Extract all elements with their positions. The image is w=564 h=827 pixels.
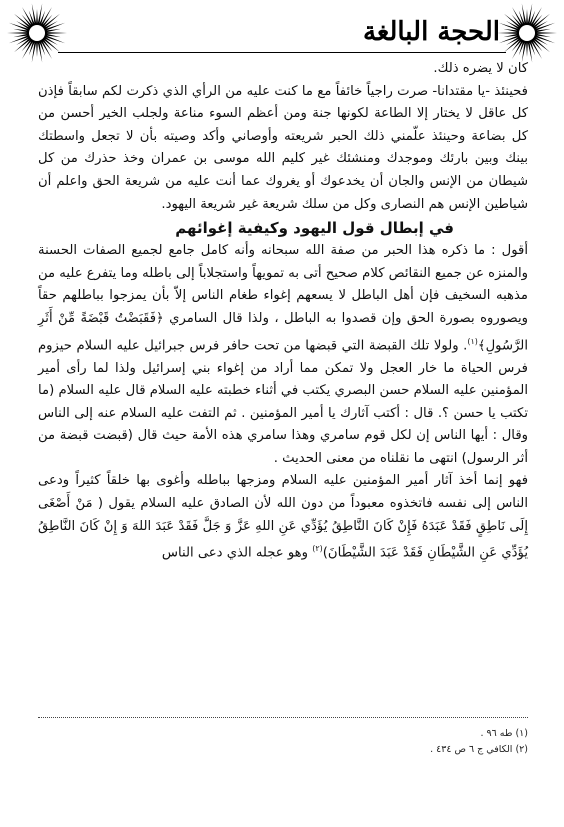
section-heading: في إبطال قول اليهود وكيفية إغوائهم xyxy=(175,219,454,238)
footnote-reference[interactable]: (١) xyxy=(467,336,478,346)
paragraph: كان لا يضره ذلك. xyxy=(433,61,528,76)
footnote: (٢) الكافي ج ٦ ص ٤٣٤ . xyxy=(430,744,528,755)
footnote: (١) طه ٩٦ . xyxy=(480,728,528,739)
starburst-icon xyxy=(496,2,558,64)
main-text xyxy=(38,58,528,565)
footnotes xyxy=(38,726,528,758)
paragraph-text: وهو عجله الذي دعى الناس xyxy=(161,545,313,561)
paragraph xyxy=(38,470,528,565)
paragraph: فحينئذ -يا مقتدانا- صرت راجياً خائفاً مع ما كنت عليه من الرأي الذي ذكرت لكم سابقاً فإذن كل عاقل لا يختار إلا الطاعة لكونها جنة ومن أعظم السوء مناعة ولجلب الخير أحسن من كل بضاعة وحينئذ علّمني ذلك الحبر شريعته وأوصاني وأكد وصيته بأن لا تجعل واسطتك بينك وبين بارئك وموجدك ومنشئك غير كليم الله موسى بن عمران وخذ حذرك من كل شيطان من الإنس والجان أن يخدعوك أو يغروك عما أنت عليه من شريعة الحق واعلم أن شياطين الإنس هم النصارى وكل من سلك شريعة غير شريعة اليهود. xyxy=(38,83,528,212)
footnote-separator xyxy=(38,717,528,718)
paragraph xyxy=(38,240,528,470)
header-rule xyxy=(58,52,506,53)
running-header-title: الحجة البالغة xyxy=(362,17,500,47)
footnote-reference[interactable]: (٢) xyxy=(312,544,323,554)
paragraph-text: . ولولا تلك القبضة التي قبضها من تحت حافر فرس جبرائيل عليه السلام حيزوم فرس الحياة ما خار العجل ولا تمكن مما أراد من إغواء بني إسرائيل ولذا لما رأى أمير المؤمنين عليه السلام حسن البصري يكتب في أثناء خطبته عليه السلام قال عليه السلام (ما تكتب يا حسن ؟. قال : أكتب آثارك يا أمير المؤمنين . ثم التفت عليه السلام عنه إلى الناس وقال : أيها الناس إن لكل قوم سامري وهذا سامري هذه الأمة حيث قال (قبضت قبضة من أثر الرسول) انتهى ما نقلناه من معنى الحديث . xyxy=(38,337,528,466)
paragraph-text: أقول : ما ذكره هذا الحبر من صفة الله سبحانه وأنه كامل جامع لجميع الصفات الحسنة والمنزه عن جميع النقائص كلام صحيح أتى به تمويهاً واستجلاباً إلى باطله وما يتفرع عليه من مذهبه السخيف فإن أهل الباطل لا يسعهم إغواء طغام الناس إلاّ بأن يمزجوا بباطلهم حقاً ويصوروه بصورة الحق وإن قصدوا به الباطل ، ولذا قال السامري ﴿فَقَبَضْتُ قَبْضَةً مِّنْ أَثَرِ الرَّسُولِ﴾ xyxy=(38,243,528,353)
starburst-icon xyxy=(6,2,68,64)
paragraph-text: فهو إنما أخذ آثار أمير المؤمنين عليه السلام ومزجها بباطله وأغوى بها خلقاً كثيراً ودعى الناس إلى نفسه فاتخذوه معبوداً من دون الله لأن الصادق عليه السلام يقول ( مَنْ أَصْغَى إِلَى نَاطِقٍ فَقَدْ عَبَدَهُ فَإِنْ كَانَ النَّاطِقُ يُؤَدِّي عَنِ اللهِ عَزَّ وَ جَلَّ فَقَدْ عَبَدَ اللهَ وَ إِنْ كَانَ النَّاطِقُ يُؤَدِّي عَنِ الشَّيْطَانِ فَقَدْ عَبَدَ الشَّيْطَانَ) xyxy=(38,473,528,561)
